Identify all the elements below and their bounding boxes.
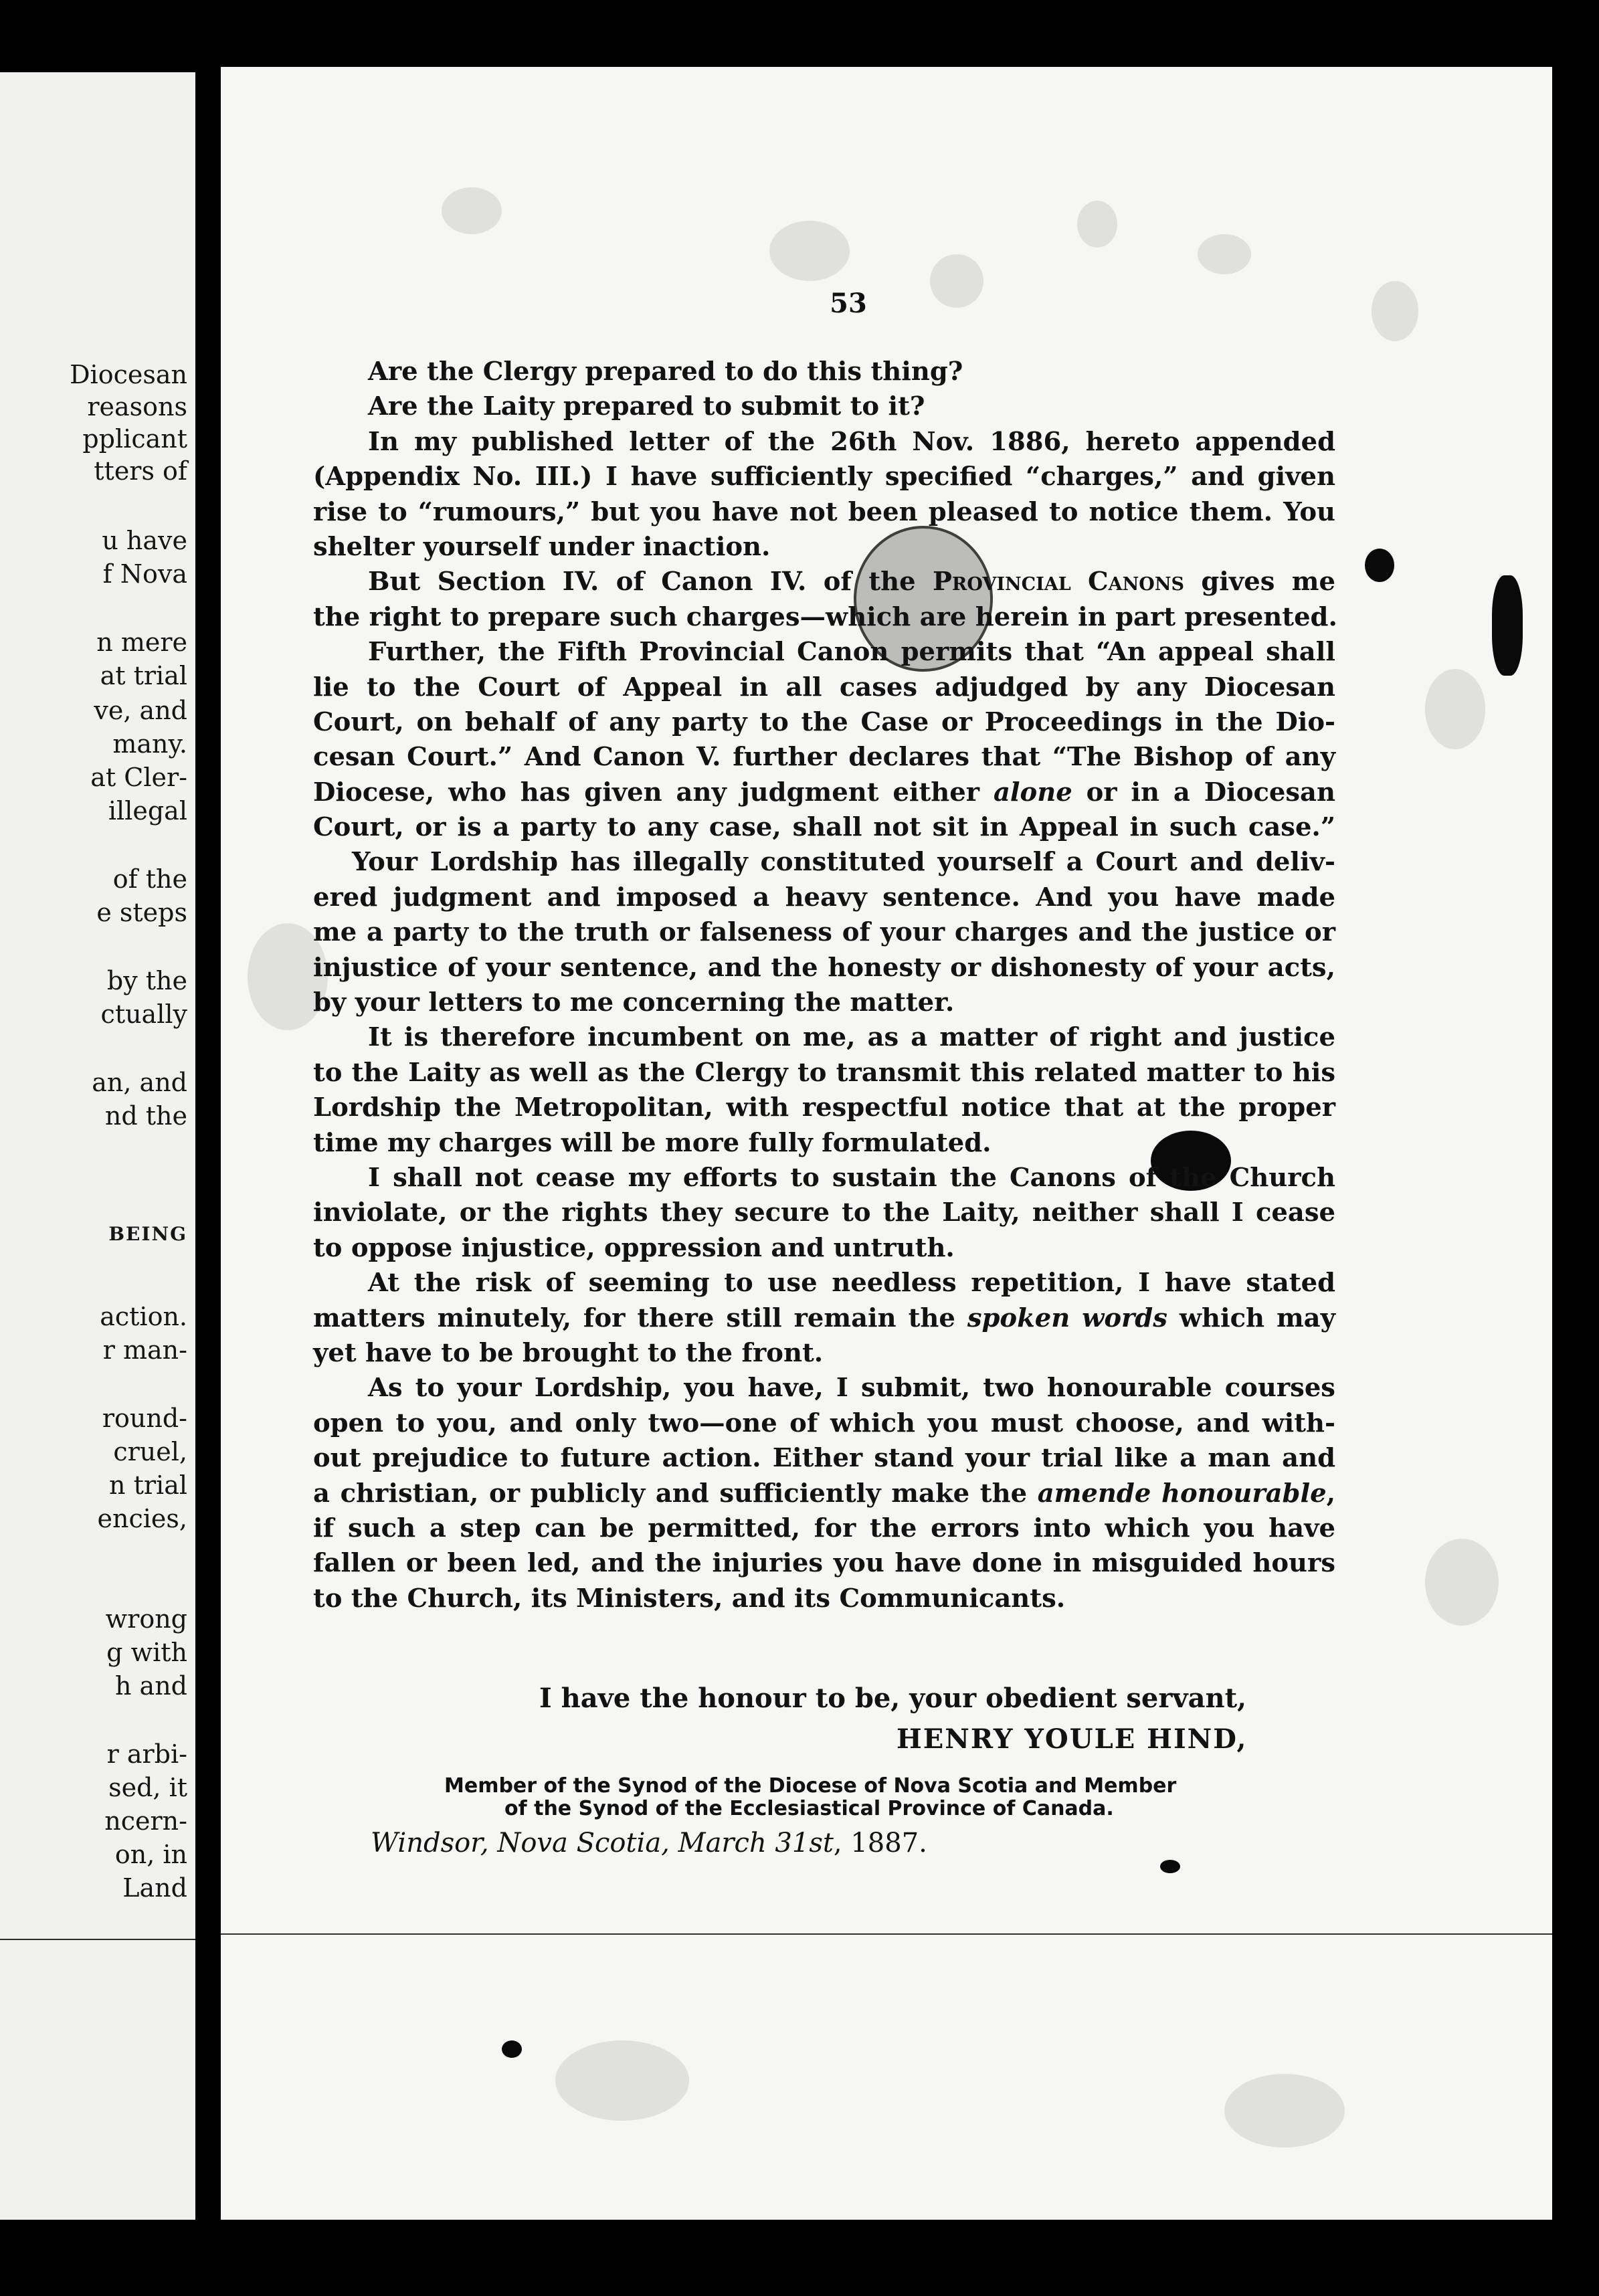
- text-line: time my charges will be more fully formulated.: [313, 1127, 992, 1158]
- text-line: rise to “rumours,” but you have not been pleased to notice them. You: [313, 496, 1335, 527]
- ink-blot: [1160, 1860, 1180, 1873]
- text-line: to oppose injustice, oppression and untruth.: [313, 1232, 955, 1263]
- stain: [1425, 669, 1485, 749]
- left-fragment: e steps: [96, 898, 187, 927]
- body-text: [313, 355, 1335, 1616]
- text-line: But Section IV. of Canon IV. of the Provincial Canons gives me: [368, 567, 1336, 597]
- document-page: [221, 67, 1552, 2220]
- left-fragment: BEING: [108, 1223, 187, 1245]
- stain: [1224, 2074, 1345, 2147]
- text-line: fallen or been led, and the injuries you have done in misguided hours: [313, 1548, 1335, 1579]
- fold-line: [0, 1939, 195, 1940]
- text-line: Further, the Fifth Provincial Canon permits that “An appeal shall: [368, 637, 1335, 668]
- stain: [1372, 281, 1418, 341]
- text-line: I shall not cease my efforts to sustain the Canons of the Church: [368, 1162, 1335, 1193]
- dateline-place: Windsor, Nova Scotia, March 31: [371, 1828, 810, 1858]
- text-line: Are the Clergy prepared to do this thing?: [368, 357, 963, 387]
- text-line: to the Laity as well as the Clergy to transmit this related matter to his: [313, 1057, 1335, 1088]
- stain: [1198, 234, 1251, 274]
- text-line: yet have to be brought to the front.: [313, 1337, 824, 1368]
- left-fragment: wrong: [105, 1604, 187, 1634]
- fold-line: [221, 1933, 1552, 1935]
- left-fragment: u have: [102, 526, 187, 555]
- text-line: injustice of your sentence, and the honesty or dishonesty of your acts,: [313, 952, 1335, 983]
- left-fragment: n mere: [96, 628, 187, 657]
- left-fragment: Land: [122, 1873, 187, 1903]
- left-fragment: tters of: [94, 456, 187, 486]
- left-fragment: by the: [106, 966, 187, 995]
- text-line: matters minutely, for there still remain the spoken words which may: [313, 1303, 1335, 1333]
- text-line: a christian, or publicly and sufficiently make the amende honourable,: [313, 1478, 1335, 1509]
- dateline: [371, 1828, 927, 1858]
- text-line: Lordship the Metropolitan, with respectful notice that at the proper: [313, 1092, 1335, 1123]
- left-fragment: encies,: [97, 1504, 187, 1533]
- emphasis: alone: [993, 777, 1072, 807]
- dateline-ordinal: st: [809, 1828, 834, 1858]
- emphasis: spoken words: [967, 1303, 1167, 1333]
- ink-blot: [1492, 575, 1523, 676]
- adjacent-page-fragment: [0, 72, 195, 2220]
- text-line: me a party to the truth or falseness of your charges and the justice or: [313, 917, 1335, 948]
- left-fragment: ve, and: [94, 696, 187, 725]
- text-line: It is therefore incumbent on me, as a matter of right and justice: [368, 1022, 1335, 1053]
- left-fragment: at Cler-: [90, 763, 187, 792]
- left-fragment: f Nova: [102, 559, 187, 589]
- text-line: At the risk of seeming to use needless repetition, I have stated: [368, 1268, 1335, 1299]
- left-fragment: many.: [112, 729, 187, 759]
- left-fragment: r man-: [102, 1335, 187, 1365]
- text-line: As to your Lordship, you have, I submit, two honourable courses: [368, 1373, 1335, 1404]
- stain: [930, 254, 983, 308]
- text-line: if such a step can be permitted, for the errors into which you have: [313, 1513, 1335, 1543]
- left-fragment: action.: [100, 1302, 187, 1331]
- left-fragment: round-: [102, 1404, 187, 1433]
- text-line: to the Church, its Ministers, and its Communicants.: [313, 1583, 1066, 1614]
- left-fragment: on, in: [114, 1840, 187, 1869]
- text-line: Your Lordship has illegally constituted yourself a Court and deliv-: [352, 847, 1335, 878]
- left-fragment: r arbi-: [106, 1739, 187, 1769]
- stain: [769, 221, 850, 281]
- affiliation-line: Member of the Synod of the Diocese of Nova Scotia and Member: [444, 1774, 1177, 1798]
- closing-salutation: I have the honour to be, your obedient servant,: [539, 1683, 1247, 1714]
- left-fragment: ctually: [100, 999, 187, 1029]
- left-fragment: pplicant: [82, 424, 187, 454]
- left-fragment: at trial: [100, 661, 187, 690]
- left-fragment: Diocesan: [70, 360, 187, 389]
- left-fragment: an, and: [92, 1068, 187, 1097]
- text-line: Court, on behalf of any party to the Case or Proceedings in the Dio-: [313, 706, 1335, 737]
- text-line: Diocese, who has given any judgment either alone or in a Diocesan: [313, 777, 1335, 807]
- left-fragment: ncern-: [104, 1806, 187, 1836]
- left-fragment: reasons: [87, 392, 187, 421]
- left-fragment: nd the: [104, 1101, 187, 1131]
- text-line: the right to prepare such charges—which are herein in part presented.: [313, 601, 1337, 632]
- ink-blot: [1365, 549, 1394, 582]
- provincial-canons: Provincial Canons: [932, 567, 1185, 597]
- text-line: shelter yourself under inaction.: [313, 531, 771, 562]
- text-line: In my published letter of the 26th Nov. 1886, hereto appended: [368, 426, 1335, 457]
- text-line: cesan Court.” And Canon V. further declares that “The Bishop of any: [313, 742, 1335, 773]
- text-line: Court, or is a party to any case, shall not sit in Appeal in such case.”: [313, 812, 1335, 843]
- left-fragment: g with: [106, 1638, 187, 1667]
- text-line: lie to the Court of Appeal in all cases adjudged by any Diocesan: [313, 672, 1335, 702]
- stain: [555, 2040, 689, 2121]
- text-line: inviolate, or the rights they secure to the Laity, neither shall I cease: [313, 1198, 1335, 1228]
- stain: [442, 187, 502, 234]
- stain: [1077, 201, 1117, 248]
- text-line: ered judgment and imposed a heavy sentence. And you have made: [313, 882, 1335, 913]
- stain: [1425, 1539, 1499, 1626]
- text-line: out prejudice to future action. Either stand your trial like a man and: [313, 1443, 1335, 1474]
- text-line: by your letters to me concerning the matter.: [313, 987, 955, 1018]
- text-line: (Appendix No. III.) I have sufficiently specified “charges,” and given: [313, 462, 1335, 492]
- left-fragment: h and: [114, 1671, 187, 1701]
- left-fragment: n trial: [109, 1470, 187, 1500]
- text-line: open to you, and only two—one of which you must choose, and with-: [313, 1408, 1335, 1438]
- emphasis: amende honourable: [1037, 1478, 1327, 1509]
- left-fragment: illegal: [108, 796, 187, 826]
- text-line: Are the Laity prepared to submit to it?: [368, 391, 925, 422]
- left-fragment: sed, it: [108, 1773, 187, 1802]
- ink-blot: [502, 2040, 522, 2058]
- left-fragment: of the: [112, 864, 187, 894]
- affiliation-line: of the Synod of the Ecclesiastical Province of Canada.: [504, 1797, 1114, 1820]
- page-number: 53: [830, 288, 867, 319]
- signature-name: HENRY YOULE HIND,: [897, 1723, 1248, 1755]
- left-fragment: cruel,: [113, 1437, 187, 1466]
- dateline-year: , 1887.: [833, 1828, 927, 1858]
